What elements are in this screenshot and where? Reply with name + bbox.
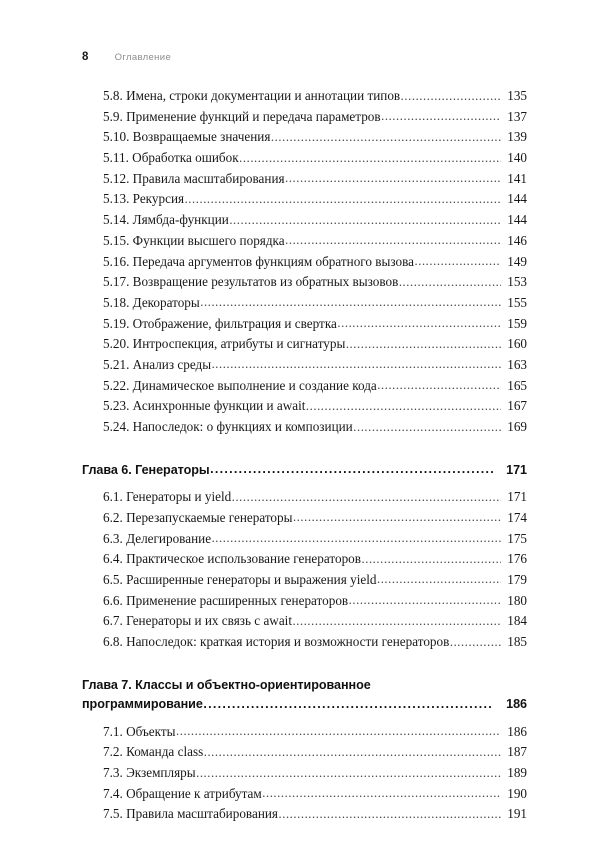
entry-page-number: 140 xyxy=(507,150,527,166)
entry-title: 5.22. Динамическое выполнение и создание кода xyxy=(103,377,377,393)
leader-dots xyxy=(293,510,501,525)
entry-page-number: 185 xyxy=(507,634,527,649)
toc-entry[interactable] xyxy=(0,551,600,572)
page-folio: 8 xyxy=(82,51,89,63)
entry-title: 6.5. Расширенные генераторы и выражения yield xyxy=(103,571,377,587)
entry-page-number: 176 xyxy=(507,551,527,567)
entry-page-number: 146 xyxy=(507,232,527,248)
entry-page-number: 189 xyxy=(507,765,527,781)
leader-dots xyxy=(279,807,501,822)
toc-chapter-entry[interactable] xyxy=(0,461,600,481)
entry-title: 5.15. Функции высшего порядка xyxy=(103,232,285,248)
toc-entry[interactable] xyxy=(0,419,600,440)
toc-entry[interactable] xyxy=(0,109,600,130)
leader-dots xyxy=(196,766,500,781)
entry-page-number: 190 xyxy=(507,785,527,801)
entry-page-number: 187 xyxy=(507,744,527,760)
entry-title: 5.12. Правила масштабирования xyxy=(103,170,285,186)
toc-entry[interactable] xyxy=(0,336,600,357)
leader-dots xyxy=(204,745,501,760)
entry-page-number: 149 xyxy=(507,253,527,269)
entry-title: 5.14. Лямбда-функции xyxy=(103,212,229,228)
chapter-spacer-bottom xyxy=(0,480,600,489)
entry-page-number: 141 xyxy=(507,170,527,186)
entry-title: 5.24. Напоследок: о функциях и композиции xyxy=(103,419,353,434)
entry-page-number: 155 xyxy=(507,294,527,310)
leader-dots xyxy=(212,531,501,546)
toc-entry[interactable] xyxy=(0,191,600,212)
leader-dots xyxy=(271,130,501,145)
entry-page-number: 137 xyxy=(507,108,527,124)
entry-page-number: 186 xyxy=(506,697,527,712)
toc-entry[interactable] xyxy=(0,531,600,552)
entry-title: 6.3. Делегирование xyxy=(103,530,212,546)
leader-dots xyxy=(239,151,500,166)
toc-chapter-entry[interactable] xyxy=(0,695,600,715)
leader-dots xyxy=(377,378,500,393)
entry-title: 7.5. Правила масштабирования xyxy=(103,806,278,822)
entry-page-number: 174 xyxy=(507,509,527,525)
leader-dots xyxy=(176,724,500,739)
leader-dots xyxy=(293,614,501,629)
entry-page-number: 144 xyxy=(507,212,527,228)
leader-dots xyxy=(362,552,501,567)
entry-page-number: 167 xyxy=(507,398,527,414)
leader-dots xyxy=(377,572,501,587)
entry-title: 5.11. Обработка ошибок xyxy=(103,150,239,166)
leader-dots xyxy=(346,337,501,352)
entry-title: 6.7. Генераторы и их связь с await xyxy=(103,613,293,629)
entry-page-number: 163 xyxy=(507,356,527,372)
toc-entry[interactable] xyxy=(0,88,600,109)
leader-dots xyxy=(185,192,501,207)
entry-page-number: 180 xyxy=(507,592,527,608)
entry-title: 6.4. Практическое использование генераторов xyxy=(103,551,361,567)
toc-entry[interactable] xyxy=(0,806,600,827)
toc-entry[interactable] xyxy=(0,510,600,531)
toc-entry[interactable] xyxy=(0,150,600,171)
toc-entry[interactable] xyxy=(0,295,600,316)
leader-dots xyxy=(353,420,500,435)
entry-page-number: 135 xyxy=(507,88,527,103)
entry-title: 6.8. Напоследок: краткая история и возможности генераторов xyxy=(103,634,450,649)
running-head-title: Оглавление xyxy=(114,52,172,63)
entry-title: 5.16. Передача аргументов функциям обратного вызова xyxy=(103,253,414,269)
entry-page-number: 165 xyxy=(507,377,527,393)
toc-entry[interactable] xyxy=(0,572,600,593)
toc-entry[interactable] xyxy=(0,274,600,295)
leader-dots xyxy=(401,89,501,104)
entry-page-number: 139 xyxy=(507,129,527,145)
entry-page-number: 179 xyxy=(507,571,527,587)
leader-dots xyxy=(285,171,500,186)
toc-entry[interactable] xyxy=(0,233,600,254)
entry-title: 7.1. Объекты xyxy=(103,723,176,739)
leader-dots xyxy=(203,695,492,715)
toc-entry[interactable] xyxy=(0,129,600,150)
entry-title: 5.19. Отображение, фильтрация и свертка xyxy=(103,315,337,331)
chapter-spacer-bottom xyxy=(0,715,600,724)
entry-page-number: 169 xyxy=(507,419,527,434)
entry-page-number: 160 xyxy=(507,336,527,352)
entry-title: 5.20. Интроспекция, атрибуты и сигнатуры xyxy=(103,336,346,352)
entry-title: 5.9. Применение функций и передача параметров xyxy=(103,108,381,124)
toc-entry[interactable] xyxy=(0,613,600,634)
entry-title: программирование xyxy=(82,697,203,712)
toc-entry[interactable] xyxy=(0,357,600,378)
entry-page-number: 186 xyxy=(507,723,527,739)
entry-title: 5.18. Декораторы xyxy=(103,294,200,310)
entry-page-number: 175 xyxy=(507,530,527,546)
toc-entry[interactable] xyxy=(0,212,600,233)
leader-dots xyxy=(349,593,501,608)
leader-dots xyxy=(232,490,501,505)
entry-title: 6.6. Применение расширенных генераторов xyxy=(103,592,349,608)
chapter-spacer-top xyxy=(0,655,600,676)
toc-entry[interactable] xyxy=(0,634,600,655)
toc-chapter-title-line1[interactable]: Глава 7. Классы и объектно-ориентированное xyxy=(82,677,371,692)
toc-entry[interactable] xyxy=(0,378,600,399)
entry-title: 7.3. Экземпляры xyxy=(103,765,196,781)
leader-dots xyxy=(337,316,500,331)
toc-entry[interactable] xyxy=(0,744,600,765)
leader-dots xyxy=(285,233,500,248)
entry-page-number: 159 xyxy=(507,315,527,331)
leader-dots xyxy=(415,254,501,269)
toc-entry[interactable] xyxy=(0,786,600,807)
entry-title: 5.23. Асинхронные функции и await xyxy=(103,398,306,414)
entry-page-number: 184 xyxy=(507,613,527,629)
leader-dots xyxy=(262,786,500,801)
leader-dots xyxy=(381,109,500,124)
toc-entry[interactable] xyxy=(0,398,600,419)
entry-title: 5.13. Рекурсия xyxy=(103,191,185,207)
entry-title: 6.1. Генераторы и yield xyxy=(103,489,232,505)
leader-dots xyxy=(210,460,492,480)
toc-entry[interactable] xyxy=(0,254,600,275)
entry-title: 7.2. Команда class xyxy=(103,744,204,760)
entry-title: 5.10. Возвращаемые значения xyxy=(103,129,271,145)
entry-page-number: 171 xyxy=(507,489,527,505)
leader-dots xyxy=(306,399,501,414)
chapter-spacer-top xyxy=(0,440,600,461)
entry-title: Глава 6. Генераторы xyxy=(82,462,210,477)
toc-entry[interactable] xyxy=(0,724,600,745)
entry-page-number: 144 xyxy=(507,191,527,207)
toc-entry[interactable] xyxy=(0,765,600,786)
leader-dots xyxy=(200,295,500,310)
entry-title: 5.21. Анализ среды xyxy=(103,356,212,372)
running-head xyxy=(82,51,171,63)
leader-dots xyxy=(450,635,501,650)
toc-entry[interactable] xyxy=(0,593,600,614)
toc-entry[interactable] xyxy=(0,489,600,510)
entry-title: 5.8. Имена, строки документации и аннотации типов xyxy=(103,88,401,103)
leader-dots xyxy=(212,357,501,372)
entry-title: 5.17. Возвращение результатов из обратных вызовов xyxy=(103,274,399,290)
entry-page-number: 191 xyxy=(507,806,527,822)
leader-dots xyxy=(399,275,501,290)
toc-entry[interactable] xyxy=(0,316,600,337)
entry-title: 6.2. Перезапускаемые генераторы xyxy=(103,509,293,525)
table-of-contents xyxy=(0,88,600,827)
entry-page-number: 153 xyxy=(507,274,527,290)
entry-title: 7.4. Обращение к атрибутам xyxy=(103,785,262,801)
entry-page-number: 171 xyxy=(506,462,527,477)
leader-dots xyxy=(229,213,500,228)
toc-entry[interactable] xyxy=(0,171,600,192)
